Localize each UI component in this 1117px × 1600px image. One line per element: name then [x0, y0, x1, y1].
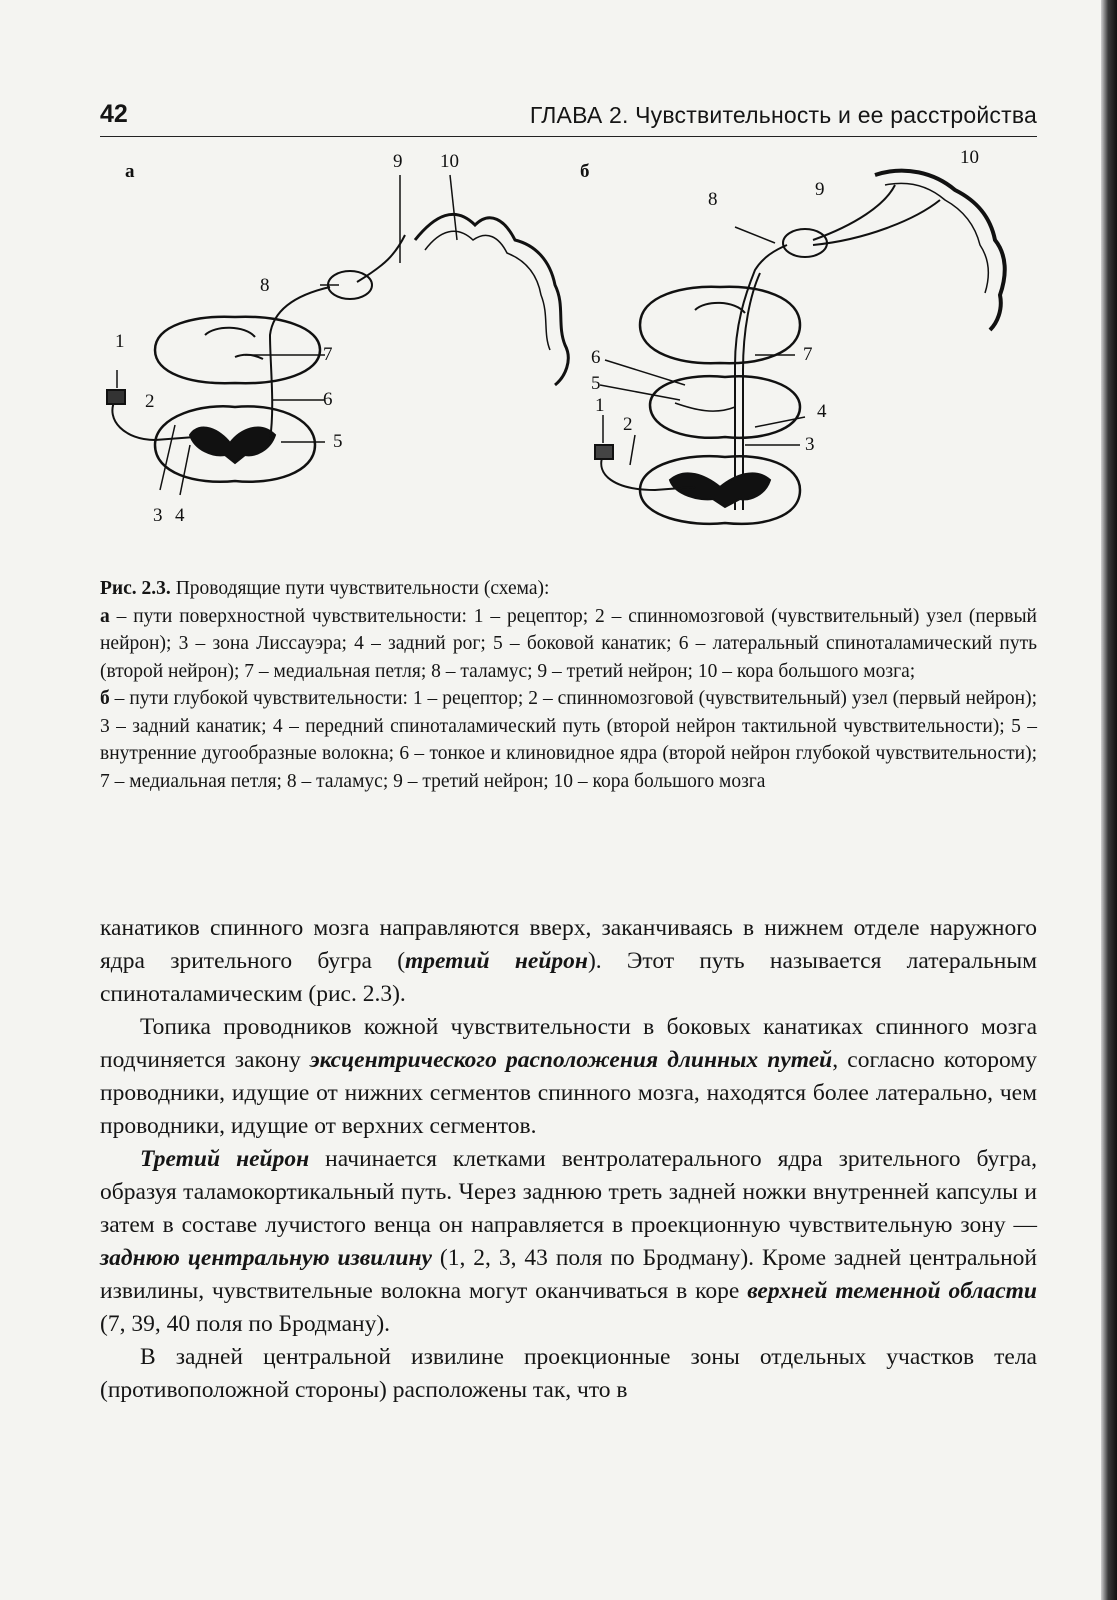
p2-text-b: , согласно которому проводники, идущие от нижних сегментов спинного мозга, находятся более латерально, чем проводники, идущие от верхних сегментов.	[100, 1047, 1037, 1139]
panel-b-label-6: 6	[591, 347, 601, 368]
panel-b-cortex	[875, 171, 1005, 330]
caption-fig-id: Рис. 2.3.	[100, 578, 171, 599]
p2-text-a: Топика проводников кожной чувствительности в боковых канатиках спинного мозга подчиняется закону	[100, 1014, 1037, 1073]
panel-b-label-5: 5	[591, 373, 601, 394]
panel-b	[595, 171, 1005, 524]
body-text	[100, 912, 1037, 1407]
panel-a-label-6: 6	[323, 389, 333, 410]
panel-a-label-7: 7	[323, 344, 333, 365]
p1-text-a: канатиков спинного мозга направляются вверх, заканчиваясь в нижнем отделе наружного ядра зрительного бугра (	[100, 915, 1037, 974]
page-edge-shadow	[1101, 0, 1117, 1600]
p3-text-b: (1, 2, 3, 43 поля по Бродману). Кроме задней центральной извилины, чувствительные волокна могут оканчиваться в коре	[100, 1245, 1037, 1304]
panel-b-middle-medulla	[650, 376, 800, 438]
panel-a-label-5: 5	[333, 431, 343, 452]
panel-b-label-3: 3	[805, 434, 815, 455]
panel-a-cortex	[415, 214, 568, 385]
panel-a-label-4: 4	[175, 505, 185, 526]
p1-text-b: ). Этот путь называется латеральным спиноталамическим (рис. 2.3).	[100, 948, 1037, 1007]
caption-part-a	[100, 603, 1037, 686]
caption-b-letter: б	[100, 688, 110, 709]
panel-a-label-2: 2	[145, 391, 155, 412]
panel-b-grey-matter	[670, 473, 770, 507]
caption-fig-title: Проводящие пути чувствительности (схема):	[170, 578, 550, 599]
panel-a-grey-matter	[190, 427, 275, 463]
panel-a-cortex-inner	[425, 231, 550, 350]
panel-a-label-10: 10	[440, 151, 459, 172]
figure-diagram	[95, 145, 1055, 565]
panel-b-thalamus	[783, 229, 827, 257]
figure-caption	[100, 575, 1037, 795]
p3-text-a: начинается клетками вентролатерального ядра зрительного бугра, образуя таламокортикальный путь. Через заднюю треть задней ножки внутренней капсулы и затем в составе лучистого венца он направляется в проекционную чувствительную зону —	[100, 1146, 1037, 1238]
panel-b-label-2: 2	[623, 414, 633, 435]
panel-b-label-4: 4	[817, 401, 827, 422]
panel-b-receptor	[595, 445, 613, 459]
caption-a-letter: а	[100, 605, 110, 627]
p3-emphasis-3: верхней теменной области	[747, 1278, 1037, 1304]
panel-a-label-1: 1	[115, 331, 125, 352]
panel-b-letter: б	[580, 161, 590, 182]
paragraph-1	[100, 912, 1037, 1011]
panel-a-receptor	[107, 390, 125, 404]
caption-b-text: – пути глубокой чувствительности: 1 – рецептор; 2 – спинномозговой (чувствительный) узел (первый нейрон); 3 – задний канатик; 4 – передний спиноталамический путь (второй нейрон тактильной чувствительности); 5 – внутренние дугообразные волокна; 6 – тонкое и клиновидное ядра (второй нейрон глубокой чувствительности); 7 – медиальная петля; 8 – таламус; 9 – третий нейрон; 10 – кора большого мозга	[100, 688, 1037, 792]
panel-b-label-9: 9	[815, 179, 825, 200]
panel-b-label-7: 7	[803, 344, 813, 365]
panel-a-letter: а	[125, 161, 135, 182]
page-header	[100, 100, 1037, 137]
paragraph-4: В задней центральной извилине проекционные зоны отдельных участков тела (противоположной стороны) расположены так, что в	[100, 1344, 1037, 1403]
panel-b-label-8: 8	[708, 189, 718, 210]
p1-emphasis: третий нейрон	[405, 948, 588, 974]
p3-emphasis: Третий нейрон	[140, 1146, 310, 1172]
panel-b-label-10: 10	[960, 147, 979, 168]
caption-a-text: – пути поверхностной чувствительности: 1 – рецептор; 2 – спинномозговой (чувствительный) узел (первый нейрон); 3 – зона Лиссауэра; 4 – задний рог; 5 – боковой канатик; 6 – латеральный спиноталамический путь (второй нейрон); 7 – медиальная петля; 8 – таламус; 9 – третий нейрон; 10 – кора большого мозга;	[100, 605, 1037, 682]
paragraph-3	[100, 1143, 1037, 1341]
panel-a-label-3: 3	[153, 505, 163, 526]
p3-emphasis-2: заднюю центральную извилину	[100, 1245, 432, 1271]
caption-part-b	[100, 685, 1037, 795]
running-title: ГЛАВА 2. Чувствительность и ее расстройства	[529, 102, 1037, 128]
panel-a-medulla	[155, 317, 320, 383]
paragraph-2	[100, 1011, 1037, 1143]
panel-a-label-8: 8	[260, 275, 270, 296]
page-number: 42	[100, 100, 128, 128]
p3-text-c: (7, 39, 40 поля по Бродману).	[100, 1311, 391, 1337]
panel-a-label-9: 9	[393, 151, 403, 172]
figure-2-3	[95, 145, 1055, 565]
p2-emphasis: эксцентрического расположения длинных путей	[309, 1047, 833, 1073]
panel-b-upper-medulla	[640, 287, 800, 363]
caption-title-line	[100, 575, 1037, 603]
panel-b-label-1: 1	[595, 395, 605, 416]
